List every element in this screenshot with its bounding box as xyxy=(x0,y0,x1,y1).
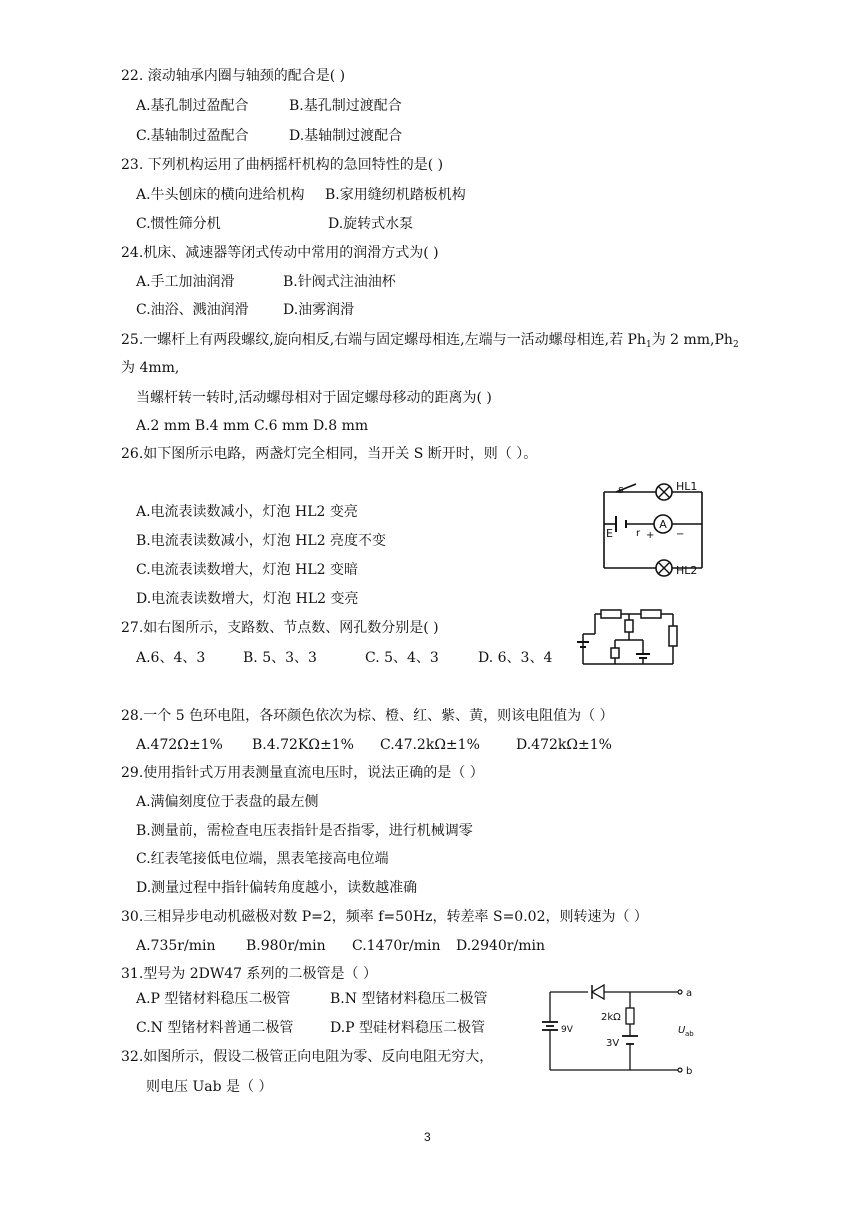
svg-text:−: − xyxy=(676,529,685,540)
q22-option-c: C.基轴制过盈配合 xyxy=(136,128,249,144)
q25-options: A.2 mm B.4 mm C.6 mm D.8 mm xyxy=(136,418,369,434)
lamp-hl2-icon xyxy=(656,560,672,576)
q26-option-a: A.电流表读数减小，灯泡 HL2 变亮 xyxy=(136,504,358,520)
q31-option-b: B.N 型锗材料稳压二极管 xyxy=(330,991,488,1007)
q26-option-b: B.电流表读数减小，灯泡 HL2 亮度不变 xyxy=(136,533,387,549)
lamp-hl1-icon xyxy=(656,484,672,500)
q30-option-d: D.2940r/min xyxy=(456,938,545,954)
q26-option-c: C.电流表读数增大，灯泡 HL2 变暗 xyxy=(136,562,358,578)
diode-icon xyxy=(592,985,604,999)
q26-circuit-diagram xyxy=(596,480,716,580)
q24-option-c: C.油浴、溅油润滑 xyxy=(136,302,249,318)
q29-option-a: A.满偏刻度位于表盘的最左侧 xyxy=(136,794,319,810)
q27-network-diagram xyxy=(573,604,683,674)
q27-option-b: B. 5、3、3 xyxy=(243,650,317,666)
q22-option-a: A.基孔制过盈配合 xyxy=(136,98,249,114)
terminal-b-icon xyxy=(678,1068,682,1072)
battery-3v-icon xyxy=(622,1036,638,1044)
q31-stem: 31.型号为 2DW47 系列的二极管是（ ） xyxy=(121,966,377,982)
q28-option-d: D.472kΩ±1% xyxy=(516,737,612,753)
q28-option-b: B.4.72KΩ±1% xyxy=(252,737,354,753)
svg-text:+: + xyxy=(646,530,655,541)
svg-text:b: b xyxy=(686,1066,693,1077)
q31-option-d: D.P 型硅材料稳压二极管 xyxy=(330,1020,486,1036)
q23-option-b: B.家用缝纫机踏板机构 xyxy=(325,187,466,203)
ammeter-icon xyxy=(654,515,672,533)
page-number: 3 xyxy=(424,1130,431,1144)
q24-stem: 24.机床、减速器等闭式传动中常用的润滑方式为( ) xyxy=(121,245,439,261)
q29-option-c: C.红表笔接低电位端，黑表笔接高电位端 xyxy=(136,851,389,867)
svg-text:U: U xyxy=(678,1025,686,1036)
q27-stem: 27.如右图所示，支路数、节点数、网孔数分别是( ) xyxy=(121,620,439,636)
q22-option-d: D.基轴制过渡配合 xyxy=(289,128,403,144)
battery-icon xyxy=(616,516,626,532)
q32-diode-circuit xyxy=(538,978,698,1076)
q25-stem-line1: 25.一螺杆上有两段螺纹,旋向相反,右端与固定螺母相连,左端与一活动螺母相连,若 $Ph_1$为 2 $mm,Ph_2$ xyxy=(121,332,739,350)
q30-stem: 30.三相异步电动机磁极对数 P=2，频率 f=50Hz，转差率 S=0.02，则转速为（ ） xyxy=(121,909,648,925)
q30-option-b: B.980r/min xyxy=(246,938,326,954)
q22-stem: 22. 滚动轴承内圈与轴颈的配合是( ) xyxy=(121,68,346,84)
q27-option-a: A.6、4、3 xyxy=(136,650,206,666)
svg-text:r: r xyxy=(636,528,641,539)
q29-stem: 29.使用指针式万用表测量直流电压时，说法正确的是（ ） xyxy=(121,765,484,781)
svg-text:A: A xyxy=(659,518,667,531)
q27-option-d: D. 6、3、4 xyxy=(478,650,553,666)
q32-stem-line1: 32.如图所示，假设二极管正向电阻为零、反向电阻无穷大， xyxy=(121,1049,494,1065)
q22-option-b: B.基孔制过渡配合 xyxy=(289,98,402,114)
svg-text:HL1: HL1 xyxy=(676,480,698,493)
q26-stem: 26.如下图所示电路，两盏灯完全相同，当开关 S 断开时，则（ ）。 xyxy=(121,446,538,462)
q30-option-a: A.735r/min xyxy=(136,938,216,954)
q23-option-d: D.旋转式水泵 xyxy=(328,216,414,232)
svg-text:E: E xyxy=(606,527,613,540)
q24-option-b: B.针阀式注油油杯 xyxy=(283,274,396,290)
q31-option-c: C.N 型锗材料普通二极管 xyxy=(136,1020,294,1036)
svg-text:a: a xyxy=(686,988,693,999)
svg-text:HL2: HL2 xyxy=(676,564,698,577)
q27-option-c: C. 5、4、3 xyxy=(365,650,439,666)
q28-stem: 28.一个 5 色环电阻，各环颜色依次为棕、橙、红、紫、黄，则该电阻值为（ ） xyxy=(121,708,614,724)
svg-text:ab: ab xyxy=(685,1030,694,1038)
svg-text:2kΩ: 2kΩ xyxy=(601,1012,621,1023)
terminal-a-icon xyxy=(678,990,682,994)
q25-stem-line2: 为 4mm, xyxy=(121,360,180,376)
q23-option-a: A.牛头刨床的横向进给机构 xyxy=(136,187,305,203)
resistor-icon xyxy=(626,1008,634,1024)
q26-option-d: D.电流表读数增大，灯泡 HL2 变亮 xyxy=(136,591,359,607)
q30-option-c: C.1470r/min xyxy=(352,938,441,954)
q23-stem: 23. 下列机构运用了曲柄摇杆机构的急回特性的是( ) xyxy=(121,157,444,173)
q24-option-a: A.手工加油润滑 xyxy=(136,274,235,290)
q28-option-a: A.472Ω±1% xyxy=(136,737,223,753)
q29-option-b: B.测量前，需检查电压表指针是否指零，进行机械调零 xyxy=(136,823,473,839)
battery-9v-icon xyxy=(542,1022,558,1030)
q23-option-c: C.惯性筛分机 xyxy=(136,216,221,232)
q28-option-c: C.47.2kΩ±1% xyxy=(380,737,480,753)
q31-option-a: A.P 型锗材料稳压二极管 xyxy=(136,991,291,1007)
q24-option-d: D.油雾润滑 xyxy=(283,302,355,318)
q32-stem-line2: 则电压 Uab 是（ ） xyxy=(146,1079,273,1095)
svg-text:3V: 3V xyxy=(606,1038,620,1049)
q25-stem-line3: 当螺杆转一转时,活动螺母相对于固定螺母移动的距离为( ) xyxy=(136,390,492,406)
svg-text:s: s xyxy=(618,483,624,496)
q29-option-d: D.测量过程中指针偏转角度越小，读数越准确 xyxy=(136,880,418,896)
svg-text:9V: 9V xyxy=(561,1025,573,1035)
